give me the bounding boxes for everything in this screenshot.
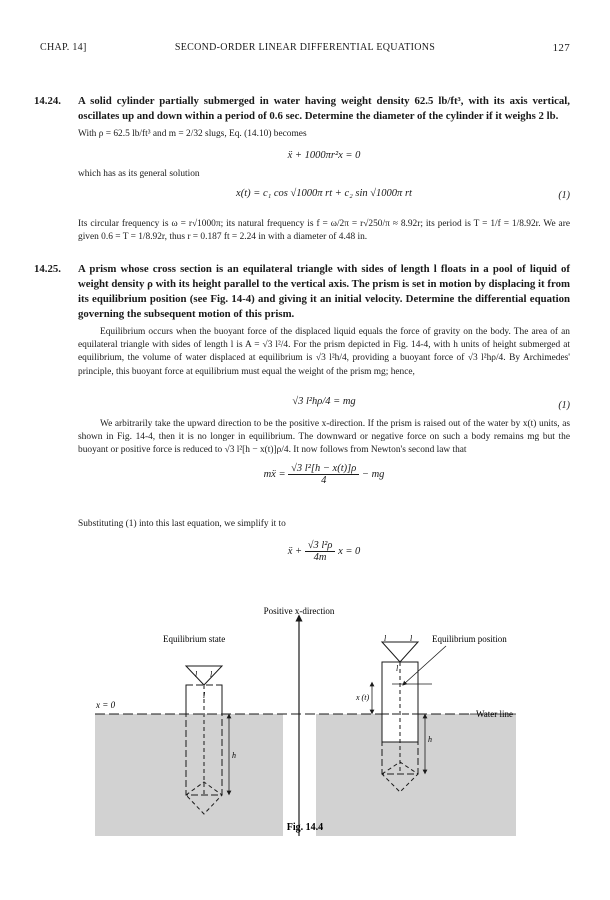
l-label: l bbox=[210, 670, 213, 679]
equation: x(t) = c₁ cos √1000π rt + c₂ sin √1000π rt bbox=[236, 188, 412, 199]
fraction-denominator: 4 bbox=[321, 475, 327, 486]
equation-number: (1) bbox=[558, 400, 570, 411]
solution-paragraph: Equilibrium occurs when the buoyant force of the displaced liquid equals the force of gravity on the body. The area of an equilateral triangle with sides of length l is A = √3 l²/4. For the prism depicted in Fig. 14-4, with h units of height submerged at equilibrium, the volume of water displaced at equilibrium is √3 l²h/4, providing a buoyant force of √3 l²hρ/4. By Archimedes' principle, this buoyant force at equilibrium must equal the weight of the prism mg; hence, bbox=[78, 327, 570, 377]
solution-paragraph: Substituting (1) into this last equation, we simplify it to bbox=[78, 519, 286, 529]
figure-14-4 bbox=[0, 598, 610, 838]
equation: ẍ + 1000πr²x = 0 bbox=[287, 150, 361, 161]
fraction bbox=[305, 540, 336, 563]
equation-tail: − mg bbox=[361, 468, 385, 480]
fraction-denominator: 4m bbox=[313, 552, 327, 563]
chapter-label: CHAP. 14] bbox=[40, 42, 87, 53]
problem-number: 14.24. bbox=[34, 95, 61, 107]
running-title: SECOND-ORDER LINEAR DIFFERENTIAL EQUATIONS bbox=[174, 42, 436, 53]
water-left bbox=[95, 714, 283, 836]
problem-statement: A prism whose cross section is an equilateral triangle with sides of length l floats in a pool of liquid of weight density ρ with its height parallel to the vertical axis. The prism is set in motion by displacing it from its equilibrium position (see Fig. 14-4) and giving it an initial velocity. Determine the differential equation governing the subsequent motion of this prism. bbox=[78, 263, 570, 320]
problem-number: 14.25. bbox=[34, 263, 61, 275]
equation-final bbox=[78, 540, 570, 563]
page-number: 127 bbox=[552, 42, 570, 54]
equation: √3 l²hρ/4 = mg bbox=[292, 396, 356, 407]
solution-paragraph: Its circular frequency is ω = r√1000π; its natural frequency is f = ω/2π = r√250/π ≈ 8.92r; its period is T = 1/f = 1/8.92r. We are given 0.6 = T = 1/8.92r, thus r = 0.187 ft = 2.24 in with a diameter of 4.48 in. bbox=[78, 219, 570, 243]
h-label: h bbox=[428, 735, 432, 744]
solution-paragraph: We arbitrarily take the upward direction to be the positive x-direction. If the prism is raised out of the water by x(t) units, as shown in Fig. 14-4, then it is no longer in equilibrium. The downward or negative force on such a body remains mg but the buoyant or positive force is reduced to √3 l²[h − x(t)]ρ/4. It now follows from Newton's second law that bbox=[78, 419, 570, 456]
h-label: h bbox=[232, 751, 236, 760]
l-label: l bbox=[203, 691, 206, 700]
solution-paragraph: which has as its general solution bbox=[78, 169, 200, 179]
l-label: l bbox=[410, 634, 413, 643]
left-label: Equilibrium state bbox=[163, 634, 226, 644]
xt-label: x (t) bbox=[356, 693, 370, 702]
fraction-numerator: √3 l²ρ bbox=[305, 540, 336, 552]
fraction-numerator: √3 l²[h − x(t)]ρ bbox=[288, 463, 359, 475]
solution-paragraph: With ρ = 62.5 lb/ft³ and m = 2/32 slugs, Eq. (14.10) becomes bbox=[78, 129, 307, 139]
l-label: l bbox=[195, 670, 198, 679]
equation-tail: x = 0 bbox=[338, 545, 361, 557]
equation-number: (1) bbox=[558, 190, 570, 201]
problem-statement: A solid cylinder partially submerged in water having weight density 62.5 lb/ft³, with its axis vertical, oscillates up and down within a period of 0.6 sec. Determine the diameter of the cylinder if it weighs 2 lb. bbox=[78, 95, 570, 122]
problem-14-24 bbox=[34, 94, 570, 124]
axis-label: Positive x-direction bbox=[263, 606, 335, 616]
problem-14-25 bbox=[34, 262, 570, 322]
fraction bbox=[288, 463, 359, 486]
right-label: Equilibrium position bbox=[432, 634, 507, 644]
equation-lhs: ẍ + bbox=[287, 545, 303, 557]
x0-label: x = 0 bbox=[96, 700, 116, 710]
equation-newton bbox=[78, 463, 570, 486]
water-line-label: Water line bbox=[476, 709, 514, 719]
l-label: l bbox=[384, 634, 387, 643]
equation-lhs: mẍ = bbox=[263, 468, 286, 480]
l-label: l bbox=[396, 664, 399, 673]
figure-caption: Fig. 14.4 bbox=[286, 822, 324, 833]
